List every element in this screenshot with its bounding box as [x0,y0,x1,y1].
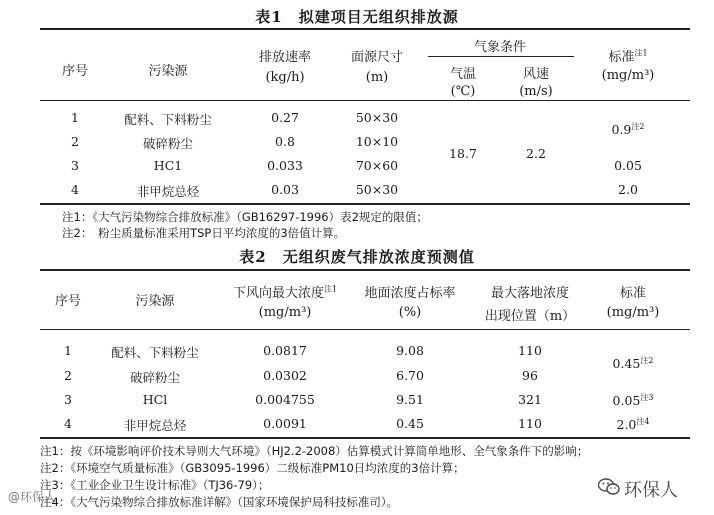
t1-std-12-value: 0.9 [611,122,632,138]
t1-header-met: 气象条件 [473,40,527,55]
t1-row4-source: 非甲烷总烃 [136,184,200,199]
table2-bottom-rule [40,437,690,439]
t1-row2-source: 破碎粉尘 [142,136,194,151]
t1-row3-source: HC1 [153,158,183,173]
t1-row3-rate: 0.033 [267,158,303,173]
t2-note-3: 注3：《工业企业卫生设计标准》（TJ36-79）； [40,478,270,492]
watermark-right [598,476,678,502]
t1-wind-value: 2.2 [526,146,546,161]
t2-row1-source: 配料、下料粉尘 [111,345,199,360]
t2-row3-pos: 321 [518,392,542,407]
table2-title: 表2 无组织废气排放浓度预测值 [239,248,475,266]
table1-header-rule [40,100,690,101]
t2-row4-source: 非甲烷总烃 [123,418,187,433]
t2-row1-seq: 1 [64,343,72,358]
t2-std-12-note: 注2 [640,356,654,365]
t1-header-temp-unit: (℃) [450,84,476,99]
t1-row3-seq: 3 [71,158,79,173]
t1-row3-area: 70×60 [355,158,399,173]
t2-row2-ratio: 6.70 [396,368,424,383]
wechat-icon [598,478,620,501]
t2-row4-std-note: 注4 [636,417,650,426]
t1-row4-seq: 4 [71,182,79,197]
t2-header-pos2: 出现位置（m） [484,309,576,324]
t2-std-12 [613,355,654,371]
watermark-right-text: 环保人 [624,480,678,501]
t1-std-3: 0.05 [614,158,642,173]
t2-row4-std-value: 2.0 [616,417,637,433]
table2-header-rule [40,329,690,330]
t2-header-standard: 标准 [619,286,647,301]
t1-header-wind: 风速 [522,67,550,82]
t2-row4-pos: 110 [518,416,542,431]
t2-row3-source: HCl [142,392,168,407]
t2-note-2: 注2：《环境空气质量标准》（GB3095-1996）二级标准PM10日均浓度的3倍计算； [40,461,465,475]
t2-row4-std [617,416,650,432]
t1-row1-source: 配料、下料粉尘 [124,112,212,127]
table1-title: 表1 拟建项目无组织排放源 [255,8,459,26]
t2-header-conc-unit: (mg/m³) [258,305,312,320]
t2-note-1: 注1：按《环境影响评价技术导则大气环境》（HJ2.2-2008）估算模式计算简单地形、全气象条件下的影响； [40,444,589,458]
t1-row1-area: 50×30 [355,110,399,125]
t1-note-2: 注2： 粉尘质量标准采用TSP日平均浓度的3倍值计算。 [62,226,346,240]
t1-temp-value: 18.7 [449,146,477,161]
t2-row1-pos: 110 [518,343,542,358]
t1-standard-note: 注1 [634,48,648,58]
t1-std-12-note: 注2 [631,122,645,131]
t1-header-seq: 序号 [61,64,89,79]
t1-header-area: 面源尺寸 [350,50,404,65]
t2-conc-label: 下风向最大浓度 [232,286,324,301]
t2-header-seq: 序号 [54,294,82,309]
t1-row1-rate: 0.27 [271,110,299,125]
t1-met-rule [428,56,574,57]
t1-row1-seq: 1 [71,110,79,125]
watermark-left: @环保人 [8,490,57,504]
t2-row2-seq: 2 [64,368,72,383]
t1-row2-rate: 0.8 [275,134,295,149]
t1-header-rate-unit: (kg/h) [265,70,305,85]
table1-top-rule [40,28,690,30]
t1-row2-area: 10×10 [355,134,399,149]
t2-row3-seq: 3 [64,392,72,407]
t2-note-4: 注4：《大气污染物综合排放标准详解》（国家环境保护局科技标准司）。 [40,495,399,509]
table2-top-rule [40,269,690,271]
t1-row4-rate: 0.03 [271,182,299,197]
t1-header-standard [608,46,647,65]
t2-header-source: 污染源 [135,294,175,309]
t1-standard-label: 标准 [608,50,635,65]
t1-row4-area: 50×30 [355,182,399,197]
t2-row2-conc: 0.0302 [263,368,307,383]
t2-row1-conc: 0.0817 [263,343,307,358]
t2-conc-note: 注1 [323,284,338,294]
t2-header-ratio: 地面浓度占标率 [364,286,456,301]
t1-note-1: 注1：《大气污染物综合排放标准》（GB16297-1996）表2规定的限值； [62,210,428,224]
t2-std-12-value: 0.45 [612,356,641,372]
t1-header-wind-unit: (m/s) [519,84,553,99]
t1-header-standard-unit: (mg/m³) [601,68,655,83]
t1-std-4: 2.0 [618,182,638,197]
t1-std-12 [612,121,645,137]
t1-header-temp: 气温 [449,67,477,82]
t2-row2-pos: 96 [522,368,538,383]
t2-row1-ratio: 9.08 [396,343,424,358]
table1-bottom-rule [40,203,690,205]
t2-header-standard-unit: (mg/m³) [606,305,660,320]
t2-header-conc [233,282,337,301]
t2-row3-conc: 0.004755 [255,392,315,407]
t2-row2-source: 破碎粉尘 [129,370,181,385]
t2-row3-std-value: 0.05 [612,393,641,409]
t1-header-area-unit: (m) [365,70,389,85]
t2-header-pos: 最大落地浓度 [490,286,570,301]
t1-header-rate: 排放速率 [258,50,312,65]
t1-header-source: 污染源 [148,64,188,79]
t2-row3-std-note: 注3 [640,393,654,402]
t2-row4-conc: 0.0091 [263,416,307,431]
t2-row3-std [613,392,654,408]
t2-row4-ratio: 0.45 [396,416,424,431]
t2-row3-ratio: 9.51 [396,392,424,407]
t1-row2-seq: 2 [71,134,79,149]
t2-row4-seq: 4 [64,416,72,431]
t2-header-ratio-unit: (%) [398,305,422,320]
